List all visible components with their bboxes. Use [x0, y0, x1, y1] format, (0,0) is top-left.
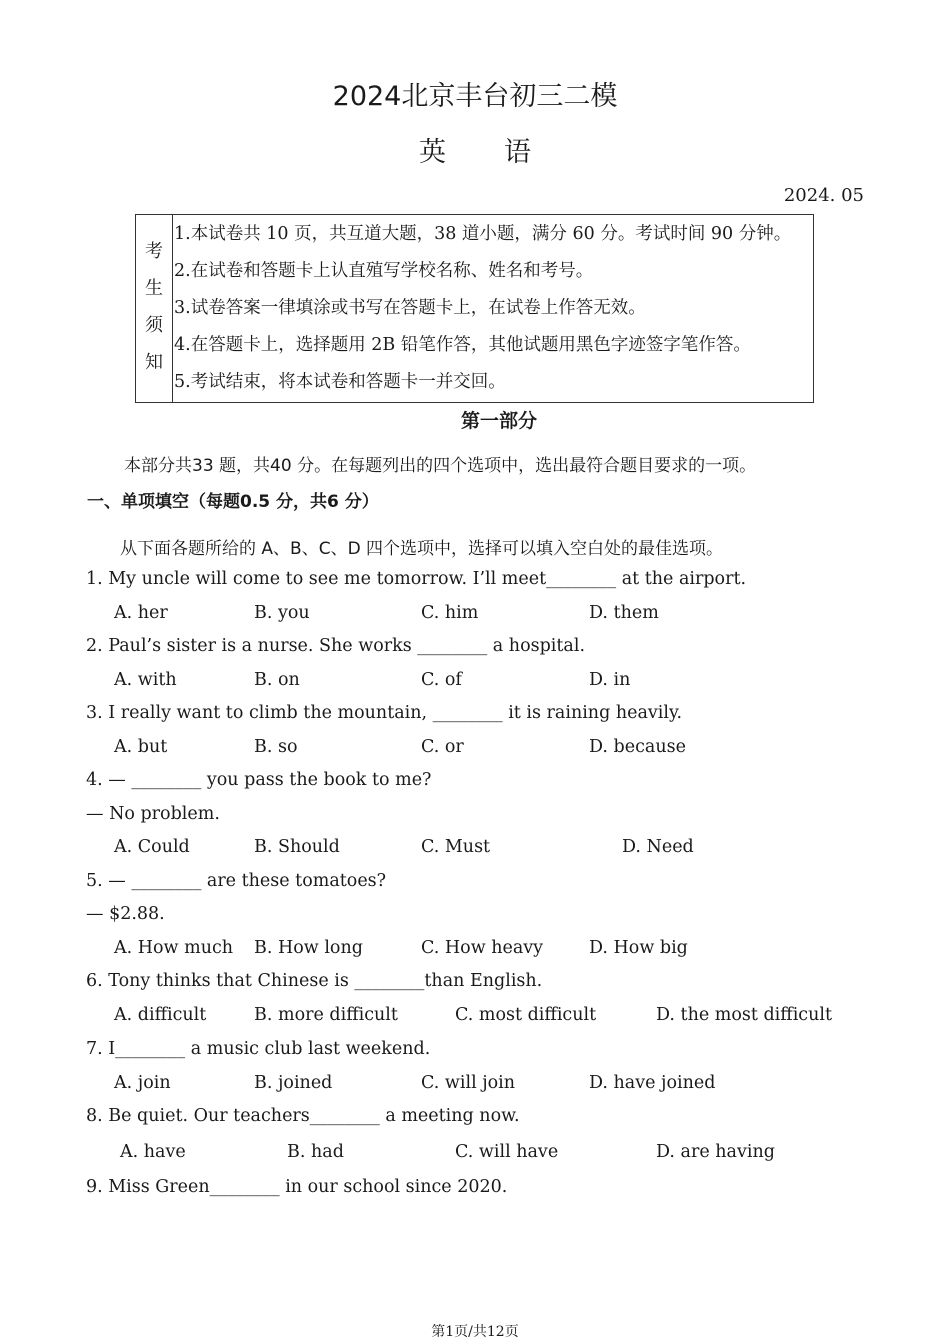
question-7-option-d: D. have joined	[589, 1073, 716, 1093]
question-4-option-c: C. Must	[421, 837, 491, 857]
notice-label-char: 知	[145, 352, 163, 373]
section-intro: 本部分共33 题，共40 分。在每题列出的四个选项中，选出最符合题目要求的一项。	[124, 456, 757, 476]
question-1-option-d: D. them	[589, 603, 659, 623]
section-title: 第一部分	[460, 410, 537, 432]
question-2-option-b: B. on	[254, 670, 300, 690]
question-9-stem: 9. Miss Green________ in our school since 2020.	[86, 1177, 508, 1197]
question-3-option-b: B. so	[254, 737, 298, 757]
question-6-option-a: A. difficult	[114, 1005, 207, 1025]
notice-line: 2.在试卷和答题卡上认直殖写学校名称、姓名和考号。	[174, 261, 594, 281]
question-8-option-d: D. are having	[656, 1142, 775, 1162]
page-number: 第1页/共12页	[431, 1324, 519, 1340]
question-7-stem: 7. I________ a music club last weekend.	[86, 1039, 431, 1059]
exam-notice-box	[135, 214, 814, 403]
question-7-option-b: B. joined	[254, 1073, 333, 1093]
question-6-stem: 6. Tony thinks that Chinese is ________than English.	[86, 971, 543, 991]
subject-title	[0, 130, 950, 169]
question-1-option-c: C. him	[421, 603, 479, 623]
question-8-option-b: B. had	[287, 1142, 344, 1162]
question-8-stem: 8. Be quiet. Our teachers________ a meeting now.	[86, 1106, 520, 1126]
part-instruction: 从下面各题所给的 A、B、C、D 四个选项中，选择可以填入空白处的最佳选项。	[120, 539, 724, 559]
question-1-stem: 1. My uncle will come to see me tomorrow. I’ll meet________ at the airport.	[86, 569, 747, 589]
notice-line: 5.考试结束，将本试卷和答题卡一并交回。	[174, 372, 506, 392]
question-5-stem: 5. — ________ are these tomatoes?	[86, 871, 387, 891]
notice-label-char: 生	[145, 278, 163, 299]
page-title: 2024北京丰台初三二模	[332, 81, 618, 112]
question-2-option-a: A. with	[114, 670, 177, 690]
notice-line: 1.本试卷共 10 页，共互道大题，38 道小题，满分 60 分。考试时间 90 分钟。	[174, 224, 792, 244]
question-5-reply: — $2.88.	[86, 904, 165, 924]
question-3-option-a: A. but	[114, 737, 168, 757]
question-7-option-c: C. will join	[421, 1073, 516, 1093]
question-6-option-b: B. more difficult	[254, 1005, 398, 1025]
question-8-option-c: C. will have	[455, 1142, 559, 1162]
notice-label-char: 考	[145, 241, 163, 262]
question-4-option-a: A. Could	[114, 837, 190, 857]
question-7-option-a: A. join	[114, 1073, 171, 1093]
question-3-option-d: D. because	[589, 737, 686, 757]
notice-line: 4.在答题卡上，选择题用 2B 铅笔作答，其他试题用黑色字迹签字笔作答。	[174, 335, 751, 355]
question-3-option-c: C. or	[421, 737, 464, 757]
question-1-option-a: A. her	[114, 603, 168, 623]
question-5-option-b: B. How long	[254, 938, 363, 958]
notice-label-char: 须	[145, 315, 163, 336]
question-5-option-c: C. How heavy	[421, 938, 544, 958]
part-heading: 一、单项填空（每题0.5 分，共6 分）	[87, 492, 379, 512]
question-6-option-c: C. most difficult	[455, 1005, 597, 1025]
question-5-option-d: D. How big	[589, 938, 688, 958]
question-3-stem: 3. I really want to climb the mountain, ________ it is raining heavily.	[86, 703, 683, 723]
question-2-stem: 2. Paul’s sister is a nurse. She works ________ a hospital.	[86, 636, 586, 656]
question-1-option-b: B. you	[254, 603, 310, 623]
question-4-option-b: B. Should	[254, 837, 340, 857]
exam-date: 2024. 05	[783, 185, 864, 206]
question-8-option-a: A. have	[120, 1142, 186, 1162]
question-6-option-d: D. the most difficult	[656, 1005, 832, 1025]
subject-char-2: 语	[504, 137, 531, 168]
notice-label	[136, 215, 173, 402]
question-2-option-d: D. in	[589, 670, 631, 690]
question-4-option-d: D. Need	[622, 837, 694, 857]
question-4-stem: 4. — ________ you pass the book to me?	[86, 770, 432, 790]
subject-char-1: 英	[419, 137, 446, 168]
question-5-option-a: A. How much	[114, 938, 234, 958]
notice-line: 3.试卷答案一律填涂或书写在答题卡上，在试卷上作答无效。	[174, 298, 646, 318]
question-4-reply: — No problem.	[86, 804, 220, 824]
question-2-option-c: C. of	[421, 670, 462, 690]
